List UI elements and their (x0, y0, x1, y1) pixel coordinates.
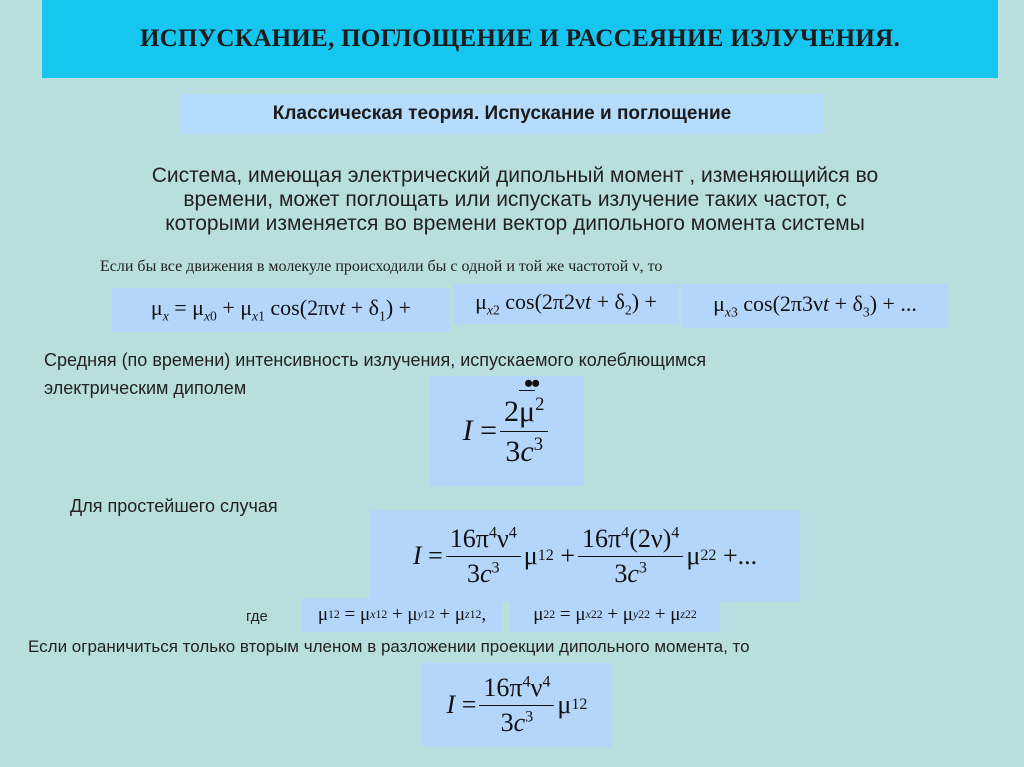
simple-case-label: Для простейшего случая (70, 496, 278, 516)
title-bar (42, 0, 998, 78)
intensity-line-2: электрическим диполем (44, 378, 247, 398)
intensity-first-term-formula: I = $\frac{16\pi^4\nu^4}{3c^3}$ μ 1 2 (422, 663, 612, 747)
intro-paragraph (60, 164, 970, 236)
section-subtitle: Классическая теория. Испускание и поглощение (272, 103, 732, 124)
intro-line-3: которыми изменяется во времени вектор дипольного момента системы (165, 212, 865, 235)
where-label: где (246, 608, 268, 625)
intro-line-2: времени, может поглощать или испускать излучение таких частот, с (183, 188, 847, 211)
section-subtitle-box (180, 94, 824, 134)
mu2-definition: μ 2 2 = μ x2 2 + μ y2 2 + μ z2 2 (510, 598, 720, 632)
second-term-note: Если ограничиться только вторым членом в разложении проекции дипольного момента, то (28, 637, 750, 656)
intensity-simple-formula: I = $\frac{16\pi^4\nu^4}{3c^3}$ μ 1 2 + $\frac{16\pi^4(2\nu)^4}{3c^3}$ μ 2 2 +... (370, 510, 800, 602)
intensity-general-formula: I = 2μ •• $^2$ $3c^3$ (430, 376, 584, 486)
slide-title: ИСПУСКАНИЕ, ПОГЛОЩЕНИЕ И РАССЕЯНИЕ ИЗЛУЧЕНИЯ. (139, 25, 901, 52)
intensity-line-1: Средняя (по времени) интенсивность излучения, испускаемого колеблющимся (44, 350, 707, 370)
intro-line-1: Система, имеющая электрический дипольный момент , изменяющийся во (151, 164, 879, 187)
frequency-note: Если бы все движения в молекуле происходили бы с одной и той же частотой ν, то (100, 258, 663, 275)
expansion-formula-part-1: $\mu_x = \mu_{x0} + \mu_{x1}$ $\cos(2\pi\nu t + \delta_1)$ + (112, 288, 450, 332)
mu1-definition: μ 1 2 = μ x1 2 + μ y1 2 + μ z1 2 , (302, 598, 502, 632)
expansion-formula-part-3: $\mu_{x3}$ $\cos(2\pi 3\nu t + \delta_3)$ + ... (682, 284, 948, 328)
expansion-formula-part-2: $\mu_{x2}$ $\cos(2\pi 2\nu t + \delta_2)$ + (453, 284, 679, 324)
